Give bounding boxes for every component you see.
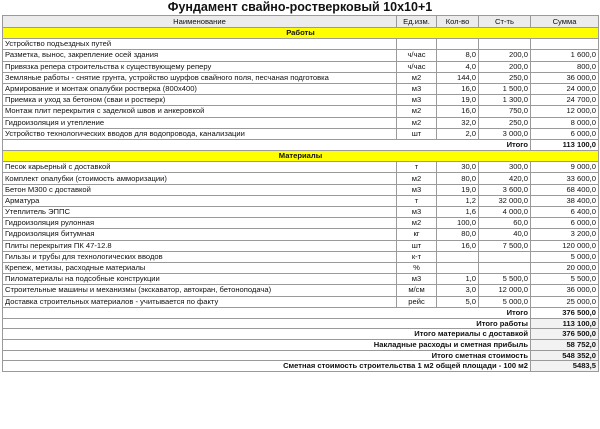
table-row	[3, 184, 599, 195]
item-name: Устройство технологических вводов для водопровода, канализации	[3, 128, 397, 139]
section-header-works	[3, 28, 599, 39]
item-sum: 33 600,0	[531, 173, 599, 184]
item-unit: ч/час	[397, 61, 437, 72]
item-qty: 3,0	[437, 285, 479, 296]
item-sum: 36 000,0	[531, 72, 599, 83]
item-price: 750,0	[479, 106, 531, 117]
item-name: Монтаж плит перекрытия с заделкой швов и анкеровкой	[3, 106, 397, 117]
item-price	[479, 262, 531, 273]
header-qty: Кол-во	[437, 16, 479, 28]
item-name: Гильзы и трубы для технологических вводов	[3, 251, 397, 262]
table-row	[3, 229, 599, 240]
item-name: Армирование и монтаж опалубки ростверка (800х400)	[3, 83, 397, 94]
item-sum: 25 000,0	[531, 296, 599, 307]
table-row	[3, 285, 599, 296]
item-name: Утеплитель ЭППС	[3, 207, 397, 218]
item-name: Бетон М300 с доставкой	[3, 184, 397, 195]
table-row	[3, 72, 599, 83]
item-price: 200,0	[479, 50, 531, 61]
table-row	[3, 128, 599, 139]
section-label: Работы	[3, 28, 599, 39]
item-name: Устройство подъездных путей	[3, 39, 397, 50]
item-unit: м3	[397, 207, 437, 218]
table-row	[3, 218, 599, 229]
summary-label: Накладные расходы и сметная прибыль	[3, 340, 531, 351]
summary-value: 548 352,0	[531, 350, 599, 361]
item-qty: 16,0	[437, 240, 479, 251]
item-sum: 24 000,0	[531, 83, 599, 94]
item-price: 300,0	[479, 162, 531, 173]
item-sum: 24 700,0	[531, 95, 599, 106]
item-price: 1 300,0	[479, 95, 531, 106]
item-sum: 8 000,0	[531, 117, 599, 128]
item-unit: м/см	[397, 285, 437, 296]
item-qty: 30,0	[437, 162, 479, 173]
item-unit: т	[397, 162, 437, 173]
estimate-table-body	[3, 16, 599, 372]
item-name: Плиты перекрытия ПК 47-12.8	[3, 240, 397, 251]
item-qty	[437, 39, 479, 50]
summary-value: 113 100,0	[531, 318, 599, 329]
item-sum	[531, 39, 599, 50]
item-unit: шт	[397, 128, 437, 139]
item-price: 7 500,0	[479, 240, 531, 251]
item-sum: 6 000,0	[531, 128, 599, 139]
item-name: Гидроизоляция рулонная	[3, 218, 397, 229]
item-sum: 68 400,0	[531, 184, 599, 195]
item-unit: рейс	[397, 296, 437, 307]
item-price: 1 500,0	[479, 83, 531, 94]
table-row	[3, 296, 599, 307]
item-name: Комплект опалубки (стоимость амморизации)	[3, 173, 397, 184]
section-total-value: 376 500,0	[531, 307, 599, 318]
item-unit	[397, 39, 437, 50]
item-qty: 1,0	[437, 274, 479, 285]
summary-value: 58 752,0	[531, 340, 599, 351]
section-total-value: 113 100,0	[531, 139, 599, 150]
item-qty: 4,0	[437, 61, 479, 72]
item-sum: 38 400,0	[531, 195, 599, 206]
item-sum: 6 400,0	[531, 207, 599, 218]
table-row	[3, 39, 599, 50]
header-price: Ст-ть	[479, 16, 531, 28]
item-sum: 5 500,0	[531, 274, 599, 285]
item-qty: 144,0	[437, 72, 479, 83]
table-row	[3, 117, 599, 128]
item-price: 40,0	[479, 229, 531, 240]
table-row	[3, 173, 599, 184]
item-price	[479, 39, 531, 50]
item-qty: 5,0	[437, 296, 479, 307]
item-qty: 80,0	[437, 173, 479, 184]
item-unit: м3	[397, 184, 437, 195]
item-name: Арматура	[3, 195, 397, 206]
item-price: 200,0	[479, 61, 531, 72]
header-sum: Сумма	[531, 16, 599, 28]
item-name: Доставка строительных материалов - учитывается по факту	[3, 296, 397, 307]
item-unit: т	[397, 195, 437, 206]
item-sum: 120 000,0	[531, 240, 599, 251]
item-name: Приемка и уход за бетоном (сваи и ростверк)	[3, 95, 397, 106]
item-unit: м2	[397, 173, 437, 184]
item-name: Гидроизоляция и утепление	[3, 117, 397, 128]
item-qty: 19,0	[437, 184, 479, 195]
header-unit: Ед.изм.	[397, 16, 437, 28]
item-qty: 1,2	[437, 195, 479, 206]
estimate-table	[2, 15, 599, 372]
item-unit: м2	[397, 117, 437, 128]
item-unit: м2	[397, 106, 437, 117]
table-row	[3, 95, 599, 106]
section-total-row-materials	[3, 307, 599, 318]
item-qty: 100,0	[437, 218, 479, 229]
item-unit: шт	[397, 240, 437, 251]
table-row	[3, 240, 599, 251]
table-row	[3, 83, 599, 94]
table-row	[3, 251, 599, 262]
table-row	[3, 61, 599, 72]
summary-value: 5483,5	[531, 361, 599, 372]
item-price: 12 000,0	[479, 285, 531, 296]
page-title: Фундамент свайно-ростверковый 10х10+1	[167, 0, 433, 14]
table-row	[3, 274, 599, 285]
section-label: Материалы	[3, 151, 599, 162]
item-unit: к-т	[397, 251, 437, 262]
summary-row	[3, 350, 599, 361]
section-total-row-works	[3, 139, 599, 150]
item-name: Крепеж, метизы, расходные материалы	[3, 262, 397, 273]
item-price: 5 500,0	[479, 274, 531, 285]
item-price: 4 000,0	[479, 207, 531, 218]
item-name: Песок карьерный с доставкой	[3, 162, 397, 173]
item-price: 32 000,0	[479, 195, 531, 206]
section-header-materials	[3, 151, 599, 162]
item-name: Пиломатериалы на подсобные конструкции	[3, 274, 397, 285]
item-price: 3 000,0	[479, 128, 531, 139]
item-unit: кг	[397, 229, 437, 240]
item-unit: м2	[397, 218, 437, 229]
item-qty: 32,0	[437, 117, 479, 128]
table-row	[3, 162, 599, 173]
item-qty: 80,0	[437, 229, 479, 240]
item-price	[479, 251, 531, 262]
summary-label: Итого сметная стоимость	[3, 350, 531, 361]
table-row	[3, 207, 599, 218]
summary-row	[3, 340, 599, 351]
item-price: 3 600,0	[479, 184, 531, 195]
table-header-row	[3, 16, 599, 28]
item-sum: 36 000,0	[531, 285, 599, 296]
item-name: Привязка репера строительства к существующему реперу	[3, 61, 397, 72]
item-unit: ч/час	[397, 50, 437, 61]
item-qty: 16,0	[437, 106, 479, 117]
item-price: 250,0	[479, 72, 531, 83]
table-row	[3, 106, 599, 117]
item-qty: 1,6	[437, 207, 479, 218]
item-unit: м3	[397, 83, 437, 94]
item-price: 5 000,0	[479, 296, 531, 307]
summary-row	[3, 329, 599, 340]
summary-label: Сметная стоимость строительства 1 м2 общей площади - 100 м2	[3, 361, 531, 372]
item-price: 250,0	[479, 117, 531, 128]
item-qty: 8,0	[437, 50, 479, 61]
item-sum: 800,0	[531, 61, 599, 72]
item-name: Земляные работы - снятие грунта, устройство шурфов свайного поля, песчаная подготовка	[3, 72, 397, 83]
summary-label: Итого материалы с доставкой	[3, 329, 531, 340]
item-price: 60,0	[479, 218, 531, 229]
item-qty: 19,0	[437, 95, 479, 106]
section-total-label: Итого	[3, 307, 531, 318]
summary-label: Итого работы	[3, 318, 531, 329]
table-row	[3, 195, 599, 206]
item-unit: м3	[397, 274, 437, 285]
item-unit: м2	[397, 72, 437, 83]
item-sum: 1 600,0	[531, 50, 599, 61]
summary-row	[3, 361, 599, 372]
item-name: Разметка, вынос, закрепление осей здания	[3, 50, 397, 61]
item-unit: м3	[397, 95, 437, 106]
item-sum: 5 000,0	[531, 251, 599, 262]
item-price: 420,0	[479, 173, 531, 184]
section-total-label: Итого	[3, 139, 531, 150]
summary-row	[3, 318, 599, 329]
item-sum: 12 000,0	[531, 106, 599, 117]
item-unit: %	[397, 262, 437, 273]
item-sum: 20 000,0	[531, 262, 599, 273]
item-name: Строительные машины и механизмы (экскаватор, автокран, бетоноподача)	[3, 285, 397, 296]
header-name: Наименование	[3, 16, 397, 28]
item-qty: 16,0	[437, 83, 479, 94]
item-qty	[437, 251, 479, 262]
item-qty: 2,0	[437, 128, 479, 139]
item-sum: 9 000,0	[531, 162, 599, 173]
item-sum: 3 200,0	[531, 229, 599, 240]
summary-value: 376 500,0	[531, 329, 599, 340]
item-sum: 6 000,0	[531, 218, 599, 229]
item-qty	[437, 262, 479, 273]
item-name: Гидроизоляция битумная	[3, 229, 397, 240]
table-row	[3, 262, 599, 273]
table-row	[3, 50, 599, 61]
